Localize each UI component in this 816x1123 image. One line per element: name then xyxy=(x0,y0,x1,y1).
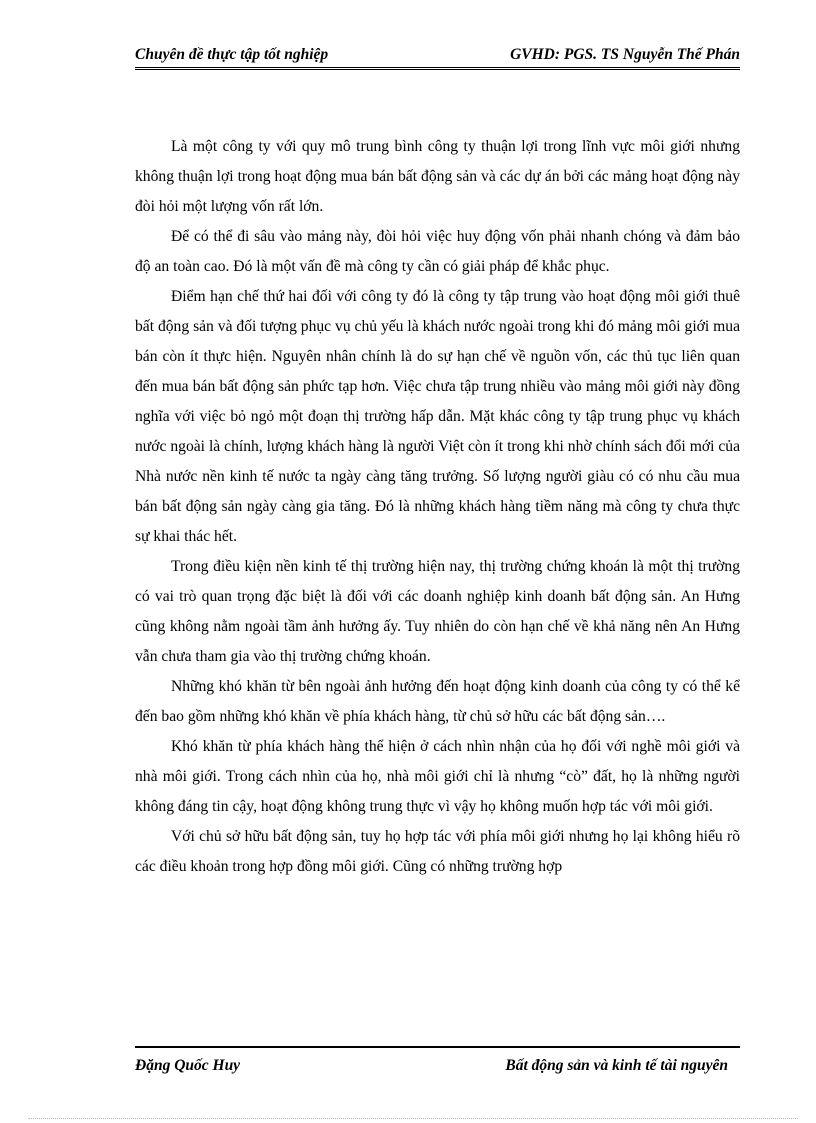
body-paragraph: Để có thể đi sâu vào mảng này, đòi hỏi việc huy động vốn phải nhanh chóng và đảm bảo độ an toàn cao. Đó là một vấn đề mà công ty cần có giải pháp để khắc phục. xyxy=(135,228,740,275)
page-footer xyxy=(135,1046,740,1075)
body-paragraph: Với chủ sở hữu bất động sản, tuy họ hợp tác với phía môi giới nhưng họ lại không hiểu rõ các điều khoản trong hợp đồng môi giới. Cũng có những trường hợp xyxy=(135,828,740,875)
footer-department: Bất động sản và kinh tế tài nguyên xyxy=(505,1057,728,1074)
body-paragraph: Những khó khăn từ bên ngoài ảnh hưởng đến hoạt động kinh doanh của công ty có thể kể đến bao gồm những khó khăn về phía khách hàng, từ chủ sở hữu các bất động sản…. xyxy=(135,678,740,725)
body-paragraph: Là một công ty với quy mô trung bình công ty thuận lợi trong lĩnh vực môi giới nhưng không thuận lợi trong hoạt động mua bán bất động sản và các dự án bởi các mảng hoạt động này đòi hỏi một lượng vốn rất lớn. xyxy=(135,138,740,215)
body-paragraph: Điểm hạn chế thứ hai đối với công ty đó là công ty tập trung vào hoạt động môi giới thuê bất động sản và đối tượng phục vụ chủ yếu là khách nước ngoài trong khi đó mảng môi giới mua bán còn ít thực hiện. Nguyên nhân chính là do sự hạn chế về nguồn vốn, các thủ tục liên quan đến mua bán bất động sản phức tạp hơn. Việc chưa tập trung nhiều vào mảng môi giới này đồng nghĩa với việc bỏ ngỏ một đoạn thị trường hấp dẫn. Mặt khác công ty tập trung phục vụ khách nước ngoài là chính, lượng khách hàng là người Việt còn ít trong khi nhờ chính sách đổi mới của Nhà nước nền kinh tế nước ta ngày càng tăng trưởng. Số lượng người giàu có có nhu cầu mua bán bất động sản ngày càng gia tăng. Đó là những khách hàng tiềm năng mà công ty chưa thực sự khai thác hết. xyxy=(135,288,740,545)
header-advisor: GVHD: PGS. TS Nguyễn Thế Phán xyxy=(510,46,740,63)
header-document-title: Chuyên đề thực tập tốt nghiệp xyxy=(135,46,329,63)
page-header xyxy=(135,46,740,70)
page-bottom-divider xyxy=(28,1118,798,1119)
body-paragraph: Trong điều kiện nền kinh tế thị trường hiện nay, thị trường chứng khoán là một thị trường có vai trò quan trọng đặc biệt là đối với các doanh nghiệp kinh doanh bất động sản. An Hưng cũng không nằm ngoài tầm ảnh hưởng ấy. Tuy nhiên do còn hạn chế về khả năng nên An Hưng vẫn chưa tham gia vào thị trường chứng khoán. xyxy=(135,558,740,665)
footer-author: Đặng Quốc Huy xyxy=(135,1057,241,1074)
body-paragraph: Khó khăn từ phía khách hàng thể hiện ở cách nhìn nhận của họ đối với nghề môi giới và nhà môi giới. Trong cách nhìn của họ, nhà môi giới chỉ là nhưng “cò” đất, họ là những người không đáng tin cậy, hoạt động không trung thực vì vậy họ không muốn hợp tác với môi giới. xyxy=(135,738,740,815)
document-body xyxy=(135,132,740,882)
